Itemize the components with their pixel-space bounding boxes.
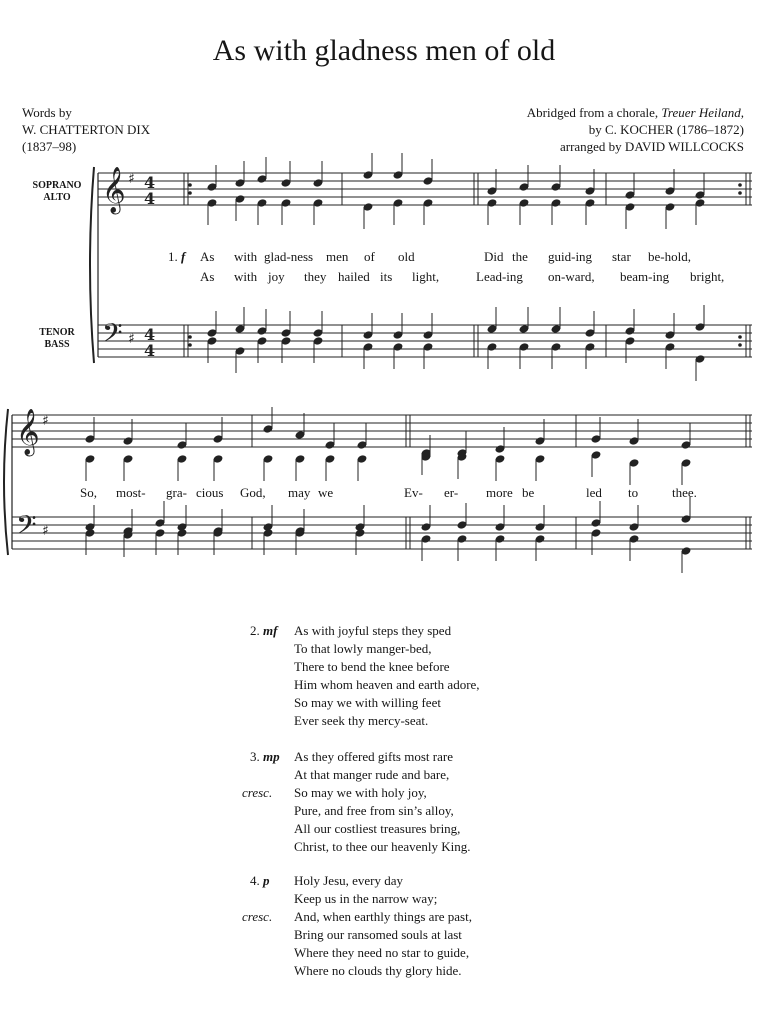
notes: [85, 153, 706, 573]
lyric-line-c-syllable: So,: [80, 485, 97, 500]
stanza-line-text: Where no clouds thy glory hide.: [294, 963, 462, 978]
lyric-line-a-syllable: old: [398, 249, 415, 264]
lyric-line-c-syllable: God,: [240, 485, 266, 500]
lyric-line-b-syllable: beam-ing: [620, 269, 670, 284]
repeat-dot: [188, 343, 192, 347]
repeat-dot: [188, 191, 192, 195]
lyric-line-b-syllable: light,: [412, 269, 440, 284]
stanza-line: [250, 962, 472, 980]
stanza-3: [242, 748, 471, 856]
stanza-line: [250, 890, 472, 908]
stanza-number: [250, 622, 277, 640]
lyric-line-c-syllable: er-: [444, 485, 459, 500]
lyric-line-a-syllable: star: [612, 249, 631, 264]
repeat-dot: [188, 183, 192, 187]
stanza-line-text: Holy Jesu, every day: [294, 873, 404, 888]
lyric-line-a-syllable: be-hold,: [648, 249, 691, 264]
lyric-line-b-syllable: joy: [268, 269, 285, 284]
page-title: As with gladness men of old: [212, 34, 556, 67]
stanza-line-text: At that manger rude and bare,: [294, 767, 450, 782]
lyric-line-c-syllable: gra-: [166, 485, 187, 500]
stanza-line: [250, 872, 472, 890]
stanza-line: [242, 908, 472, 926]
time-signature-top: 4: [144, 325, 156, 344]
lyric-line-b-syllable: its: [380, 269, 393, 284]
stanza-line: [250, 820, 471, 838]
repeat-dot: [738, 335, 742, 339]
words-credit-line: W. CHATTERTON DIX: [22, 122, 151, 137]
bass-label: BASS: [44, 339, 70, 350]
stanza-line-text: Where they need no star to guide,: [294, 945, 470, 960]
tenor-label: TENOR: [39, 327, 75, 338]
system-bracket: [90, 167, 94, 363]
key-signature-sharp: ♯: [128, 171, 135, 187]
lyric-line-c-syllable: led: [586, 485, 602, 500]
soprano-label: SOPRANO: [32, 180, 82, 191]
stanza-2: [250, 622, 480, 730]
music-credit-line: by C. KOCHER (1786–1872): [588, 122, 744, 137]
lyric-line-b-syllable: on-ward,: [548, 269, 595, 284]
lyric-line-c-syllable: thee.: [672, 485, 697, 500]
stanza-line-text: So may we with holy joy,: [294, 785, 427, 800]
lyric-line-b-syllable: with: [234, 269, 258, 284]
stanza-line: [250, 748, 471, 766]
lyric-line-a-syllable: guid-ing: [548, 249, 593, 264]
treble-clef: 𝄞: [16, 409, 40, 455]
lyric-line-a-syllable: glad-ness: [264, 249, 314, 264]
stanza-line: [250, 838, 471, 856]
stanza-line: [250, 766, 471, 784]
words-credit-line: Words by: [22, 105, 72, 120]
chorale-source-label: Abridged from a chorale,: [526, 105, 659, 120]
repeat-dot: [188, 335, 192, 339]
time-signature-top: 4: [144, 173, 156, 192]
lyric-line-a-syllable: with: [234, 249, 258, 264]
lyric-line-c-syllable: we: [318, 485, 334, 500]
alto-label: ALTO: [43, 192, 71, 203]
lyric-line-b-syllable: bright,: [690, 269, 725, 284]
lyric-line-c-syllable: to: [628, 485, 639, 500]
bass-clef: 𝄢: [16, 509, 37, 547]
stanza-number-text: 2.: [250, 623, 263, 638]
lyric-line-a-syllable: the: [512, 249, 528, 264]
stanza-line-text: To that lowly manger-bed,: [294, 641, 432, 656]
time-signature-bottom: 4: [144, 341, 156, 360]
key-signature-sharp: ♯: [42, 413, 49, 429]
stanza-line-text: Pure, and free from sin’s alloy,: [294, 803, 454, 818]
stanza-line-text: Ever seek thy mercy-seat.: [294, 713, 429, 728]
stanza-line-text: As with joyful steps they sped: [294, 623, 452, 638]
stanza-line: [250, 658, 480, 676]
lyric-line-c-syllable: may: [288, 485, 311, 500]
stanza-line-text: As they offered gifts most rare: [294, 749, 453, 764]
stanza-number: [250, 872, 270, 890]
stanza-line-text: So may we with willing feet: [294, 695, 441, 710]
system-bracket: [4, 409, 8, 555]
key-signature-sharp: ♯: [128, 331, 135, 347]
lyric-line-c-syllable: cious: [196, 485, 224, 500]
lyric-line-a-syllable: men: [326, 249, 349, 264]
stanza-line-text: Him whom heaven and earth adore,: [294, 677, 480, 692]
stanza-line: [242, 784, 471, 802]
music-credit-line: arranged by DAVID WILLCOCKS: [559, 139, 744, 154]
stanza-number-text: 4.: [250, 873, 263, 888]
stanza-line: [250, 694, 480, 712]
stanza-line: [250, 926, 472, 944]
lyric-line-c-syllable: more: [486, 485, 513, 500]
dynamic-marking: f: [181, 249, 186, 264]
time-signature-bottom: 4: [144, 189, 156, 208]
dynamic-marking: mp: [263, 749, 280, 764]
stanza-line-text: There to bend the knee before: [294, 659, 450, 674]
lyric-line-c-syllable: be: [522, 485, 535, 500]
verse-number: [168, 249, 185, 265]
lyric-line-b-syllable: As: [200, 269, 215, 284]
stanza-line: [250, 640, 480, 658]
stanza-number-text: 3.: [250, 749, 263, 764]
repeat-dot: [738, 183, 742, 187]
repeat-dot: [738, 343, 742, 347]
stanza-line-text: Bring our ransomed souls at last: [294, 927, 462, 942]
crescendo-marking: cresc.: [242, 909, 273, 924]
lyric-line-b-syllable: Lead-ing: [476, 269, 523, 284]
lyric-line-a-syllable: Did: [484, 249, 504, 264]
stanza-line: [250, 622, 480, 640]
lyric-line-c-syllable: most-: [116, 485, 146, 500]
lyric-line-b-syllable: hailed: [338, 269, 370, 284]
stanza-line: [250, 676, 480, 694]
lyric-line-a-syllable: of: [364, 249, 375, 264]
crescendo-marking: cresc.: [242, 785, 273, 800]
stanza-line: [250, 802, 471, 820]
stanza-line-text: Keep us in the narrow way;: [294, 891, 438, 906]
lyric-line-a-syllable: As: [200, 249, 215, 264]
stanza-number: [250, 748, 280, 766]
dynamic-marking: mf: [263, 623, 278, 638]
bass-clef: 𝄢: [102, 317, 123, 355]
stanza-line-text: And, when earthly things are past,: [294, 909, 472, 924]
stanza-4: [242, 872, 472, 980]
words-credit-line: (1837–98): [22, 139, 77, 154]
lyric-line-c-syllable: Ev-: [404, 485, 423, 500]
verse-number-text: 1.: [168, 249, 181, 264]
chorale-name: Treuer Heiland,: [661, 105, 744, 120]
repeat-dot: [738, 191, 742, 195]
key-signature-sharp: ♯: [42, 523, 49, 539]
stanza-line: [250, 944, 472, 962]
stanza-line-text: Christ, to thee our heavenly King.: [294, 839, 471, 854]
stanza-line-text: All our costliest treasures bring,: [294, 821, 461, 836]
treble-clef: 𝄞: [102, 167, 126, 213]
lyric-line-b-syllable: they: [304, 269, 327, 284]
dynamic-marking: p: [263, 873, 270, 888]
stanza-line: [250, 712, 480, 730]
